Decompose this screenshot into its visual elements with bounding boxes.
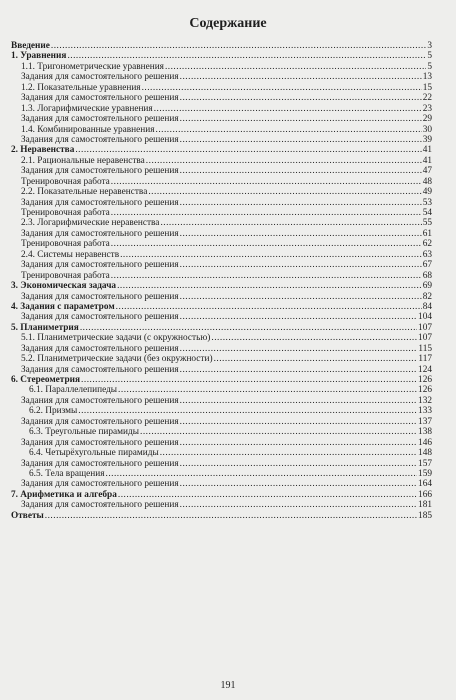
toc-entry-label: 1.2. Показательные уравнения <box>21 82 141 93</box>
toc-entry-page: 41 <box>422 145 432 156</box>
toc-entry-label: 2.1. Рациональные неравенства <box>21 155 145 166</box>
toc-entry-label: 5. Планиметрия <box>11 322 79 333</box>
dot-leader <box>111 239 422 249</box>
toc-entry-page: 126 <box>418 375 432 385</box>
toc-entry <box>11 135 432 145</box>
toc-entry-page: 132 <box>418 395 432 406</box>
dot-leader <box>142 83 422 93</box>
toc-entry <box>11 333 432 343</box>
dot-leader <box>165 62 426 72</box>
toc-entry-page: 138 <box>418 427 432 438</box>
toc-entry <box>11 511 432 521</box>
toc-entry-label: Тренировочная работа <box>21 208 110 218</box>
dot-leader <box>156 125 422 135</box>
toc-entry <box>11 344 432 354</box>
toc-entry-label: Тренировочная работа <box>21 176 110 187</box>
toc-entry-label: 5.2. Планиметрические задачи (без окружности) <box>21 354 213 365</box>
toc-entry-page: 146 <box>418 437 432 448</box>
toc-entry-label: Задания для самостоятельного решения <box>21 458 179 469</box>
toc-entry <box>11 427 432 437</box>
toc-entry <box>11 271 432 281</box>
toc-entry-label: Введение <box>11 41 50 51</box>
dot-leader <box>111 271 422 281</box>
toc-entry-page: 54 <box>422 208 432 218</box>
toc-entry-page: 115 <box>418 343 432 354</box>
toc-entry-label: 1.4. Комбинированные уравнения <box>21 124 155 135</box>
toc-entry-page: 30 <box>422 124 432 135</box>
toc-entry-label: Задания для самостоятельного решения <box>21 166 179 177</box>
toc-entry <box>11 125 432 135</box>
toc-entry-label: 6. Стереометрия <box>11 375 81 385</box>
toc-entry <box>11 479 432 489</box>
dot-leader <box>180 344 418 354</box>
toc-entry-page: 13 <box>422 72 432 83</box>
toc-entry <box>11 239 432 249</box>
toc-entry-label: 2.3. Логарифмические неравенства <box>21 218 160 229</box>
toc-entry <box>11 83 432 93</box>
toc-entry <box>11 417 432 427</box>
dot-leader <box>214 354 418 364</box>
dot-leader <box>180 198 422 208</box>
toc-entry-page: 48 <box>422 176 432 187</box>
dot-leader <box>211 333 417 343</box>
toc-entry <box>11 312 432 322</box>
toc-entry-page: 82 <box>422 291 432 302</box>
toc-entry-label: Задания для самостоятельного решения <box>21 395 179 406</box>
toc-entry-page: 3 <box>427 41 432 51</box>
toc-entry-page: 124 <box>418 364 432 375</box>
toc-entry-page: 39 <box>422 134 432 145</box>
toc-entry-label: 3. Экономическая задача <box>11 281 117 292</box>
toc-entry <box>11 260 432 270</box>
dot-leader <box>111 208 422 218</box>
toc-entry <box>11 62 432 72</box>
table-of-contents <box>11 41 432 521</box>
toc-entry-page: 137 <box>418 416 432 427</box>
toc-entry-page: 23 <box>422 103 432 114</box>
toc-entry-label: Задания для самостоятельного решения <box>21 479 179 490</box>
toc-entry <box>11 292 432 302</box>
toc-entry-page: 181 <box>418 500 432 511</box>
toc-entry <box>11 104 432 114</box>
dot-leader <box>180 292 422 302</box>
toc-entry <box>11 41 432 51</box>
toc-entry <box>11 156 432 166</box>
toc-entry-label: 5.1. Планиметрические задачи (с окружностью) <box>21 333 211 344</box>
toc-entry <box>11 187 432 197</box>
toc-entry <box>11 72 432 82</box>
toc-entry <box>11 51 432 61</box>
dot-leader <box>180 459 417 469</box>
dot-leader <box>146 156 422 166</box>
toc-entry-label: Задания для самостоятельного решения <box>21 500 179 511</box>
dot-leader <box>180 365 417 375</box>
dot-leader <box>118 385 417 395</box>
toc-entry-page: 47 <box>422 166 432 177</box>
dot-leader <box>45 511 417 521</box>
toc-entry-page: 164 <box>418 479 432 490</box>
dot-leader <box>180 396 417 406</box>
toc-entry-page: 107 <box>418 333 432 344</box>
dot-leader <box>180 438 417 448</box>
toc-entry-label: Задания для самостоятельного решения <box>21 93 179 104</box>
toc-entry-label: Задания для самостоятельного решения <box>21 343 179 354</box>
toc-entry <box>11 166 432 176</box>
toc-entry-label: Задания для самостоятельного решения <box>21 114 179 125</box>
toc-entry-label: Задания для самостоятельного решения <box>21 312 179 323</box>
toc-entry-label: Ответы <box>11 510 44 521</box>
toc-entry <box>11 385 432 395</box>
dot-leader <box>140 427 417 437</box>
toc-entry-page: 22 <box>422 93 432 104</box>
toc-entry <box>11 438 432 448</box>
toc-entry <box>11 490 432 500</box>
toc-entry-label: 1.1. Тригонометрические уравнения <box>21 61 164 72</box>
toc-entry-label: Задания для самостоятельного решения <box>21 260 179 271</box>
toc-entry-page: 157 <box>418 458 432 469</box>
dot-leader <box>180 260 422 270</box>
toc-entry-label: 7. Арифметика и алгебра <box>11 489 117 500</box>
toc-entry <box>11 93 432 103</box>
dot-leader <box>148 187 421 197</box>
toc-entry-label: 4. Задания с параметром <box>11 301 115 312</box>
toc-entry <box>11 448 432 458</box>
dot-leader <box>180 72 422 82</box>
toc-entry <box>11 375 432 385</box>
dot-leader <box>118 490 417 500</box>
dot-leader <box>180 229 422 239</box>
dot-leader <box>180 114 422 124</box>
toc-entry-page: 41 <box>422 155 432 166</box>
toc-entry-label: 1.3. Логарифмические уравнения <box>21 103 153 114</box>
dot-leader <box>78 406 417 416</box>
toc-entry <box>11 114 432 124</box>
dot-leader <box>180 166 422 176</box>
toc-entry-label: Задания для самостоятельного решения <box>21 197 179 208</box>
toc-entry <box>11 302 432 312</box>
dot-leader <box>67 51 426 61</box>
toc-entry <box>11 406 432 416</box>
dot-leader <box>120 250 422 260</box>
toc-entry-page: 166 <box>418 489 432 500</box>
toc-entry-label: 2. Неравенства <box>11 145 75 156</box>
toc-entry-label: 2.2. Показательные неравенства <box>21 187 148 198</box>
toc-entry <box>11 198 432 208</box>
toc-entry-label: Задания для самостоятельного решения <box>21 134 179 145</box>
toc-entry-page: 159 <box>418 468 432 479</box>
toc-entry-page: 68 <box>422 270 432 281</box>
dot-leader <box>81 375 417 385</box>
toc-entry-page: 133 <box>418 406 432 417</box>
toc-entry <box>11 459 432 469</box>
toc-entry-label: Задания для самостоятельного решения <box>21 364 179 375</box>
toc-entry-page: 15 <box>422 82 432 93</box>
toc-entry <box>11 354 432 364</box>
toc-entry <box>11 323 432 333</box>
dot-leader <box>180 93 422 103</box>
page-number: 191 <box>220 680 236 691</box>
toc-entry-label: 6.3. Треугольные пирамиды <box>29 427 140 438</box>
toc-entry <box>11 469 432 479</box>
toc-entry-label: 6.2. Призмы <box>29 406 78 417</box>
toc-entry-page: 53 <box>422 197 432 208</box>
toc-entry-page: 5 <box>427 61 432 72</box>
toc-entry <box>11 500 432 510</box>
toc-entry-label: Тренировочная работа <box>21 239 110 250</box>
toc-entry-page: 61 <box>422 228 432 239</box>
toc-entry-page: 185 <box>418 510 432 521</box>
toc-entry-page: 5 <box>427 51 432 62</box>
dot-leader <box>160 448 417 458</box>
dot-leader <box>180 417 417 427</box>
toc-entry-label: Задания для самостоятельного решения <box>21 416 179 427</box>
dot-leader <box>51 41 426 51</box>
dot-leader <box>75 145 421 155</box>
toc-entry-label: 2.4. Системы неравенств <box>21 249 120 260</box>
toc-entry-page: 84 <box>422 301 432 312</box>
toc-entry-label: Тренировочная работа <box>21 270 110 281</box>
toc-entry-page: 104 <box>418 312 432 323</box>
toc-entry <box>11 250 432 260</box>
toc-entry-page: 29 <box>422 114 432 125</box>
toc-entry-label: 6.4. Четырёхугольные пирамиды <box>29 448 159 459</box>
dot-leader <box>80 323 417 333</box>
toc-entry-page: 107 <box>418 322 432 333</box>
dot-leader <box>180 312 417 322</box>
toc-entry <box>11 365 432 375</box>
dot-leader <box>154 104 422 114</box>
toc-entry-page: 67 <box>422 260 432 271</box>
toc-entry-label: Задания для самостоятельного решения <box>21 228 179 239</box>
toc-entry <box>11 229 432 239</box>
dot-leader <box>106 469 418 479</box>
toc-entry-label: Задания для самостоятельного решения <box>21 72 179 83</box>
toc-entry-page: 148 <box>418 448 432 459</box>
toc-entry <box>11 145 432 155</box>
toc-entry <box>11 281 432 291</box>
toc-entry-label: 6.1. Параллелепипеды <box>29 385 118 396</box>
toc-entry-label: Задания для самостоятельного решения <box>21 291 179 302</box>
toc-entry-page: 55 <box>422 218 432 229</box>
dot-leader <box>160 218 421 228</box>
dot-leader <box>180 479 417 489</box>
dot-leader <box>117 281 422 291</box>
page-title: Содержание <box>189 16 267 31</box>
toc-entry-label: 6.5. Тела вращения <box>29 468 105 479</box>
dot-leader <box>116 302 422 312</box>
toc-entry <box>11 218 432 228</box>
toc-entry-label: 1. Уравнения <box>11 51 67 62</box>
dot-leader <box>180 500 417 510</box>
dot-leader <box>180 135 422 145</box>
toc-entry <box>11 208 432 218</box>
toc-entry <box>11 396 432 406</box>
dot-leader <box>111 177 422 187</box>
toc-entry-label: Задания для самостоятельного решения <box>21 437 179 448</box>
toc-entry-page: 63 <box>422 249 432 260</box>
toc-entry <box>11 177 432 187</box>
toc-entry-page: 49 <box>422 187 432 198</box>
toc-entry-page: 62 <box>422 239 432 250</box>
toc-entry-page: 126 <box>418 385 432 396</box>
toc-entry-page: 69 <box>422 281 432 292</box>
toc-entry-page: 117 <box>418 354 432 365</box>
